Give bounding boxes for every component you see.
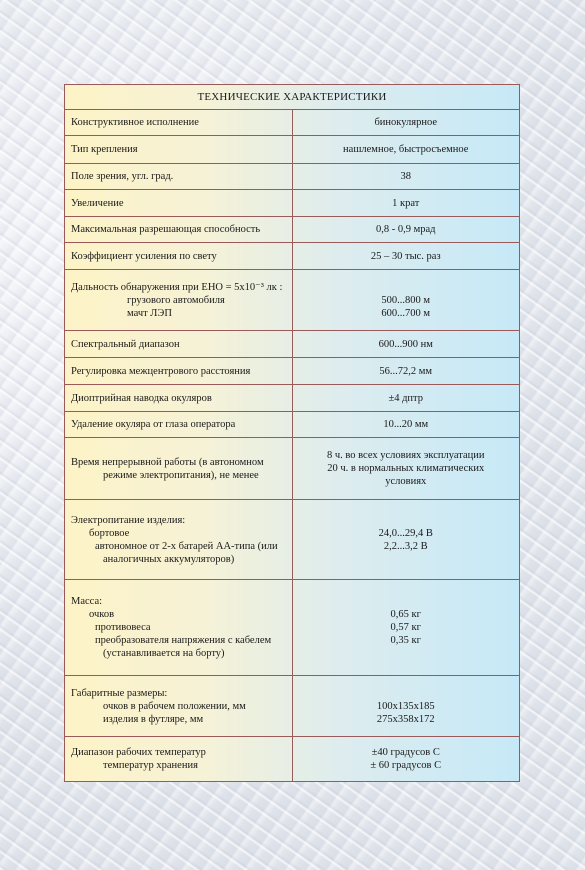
param-name-main: Масса: (71, 596, 103, 607)
param-value: 38 (292, 164, 520, 190)
table-row (65, 270, 520, 331)
param-name-main: Дальность обнаружения при ЕНО = 5x10⁻³ лк : (71, 281, 283, 293)
param-value-line: 8 ч. во всех условиях эксплуатации (326, 450, 485, 461)
param-name: Конструктивное исполнение (65, 110, 293, 136)
param-sub: автономное от 2-х батарей АА-типа (или (95, 540, 278, 552)
param-name: Коэффициент усиления по свету (65, 243, 293, 270)
param-value (292, 580, 520, 676)
param-name-main: Диапазон рабочих температур (71, 747, 206, 758)
table-row (65, 438, 520, 500)
param-name (65, 270, 293, 331)
table-row (65, 190, 520, 217)
param-value: 600...900 нм (292, 331, 520, 358)
param-name: Увеличение (65, 190, 293, 217)
param-value (292, 500, 520, 580)
param-sub: преобразователя напряжения с кабелем (95, 635, 272, 646)
param-sub: температур хранения (103, 760, 198, 771)
table-row (65, 580, 520, 676)
table-row (65, 217, 520, 243)
table-row (65, 676, 520, 737)
param-sub: (устанавливается на борту) (103, 648, 225, 659)
spec-table (64, 84, 520, 782)
param-value-line: 500...800 м (381, 294, 431, 306)
param-value-line: 20 ч. в нормальных климатических (327, 463, 485, 474)
param-sub: грузового автомобиля (127, 294, 225, 306)
param-name-cont: режиме электропитания), не менее (103, 469, 259, 481)
param-value (292, 270, 520, 331)
param-value-line: ± 60 градусов С (370, 760, 442, 771)
param-sub: изделия в футляре, мм (103, 713, 204, 725)
param-name: Удаление окуляра от глаза оператора (65, 412, 293, 438)
param-value: 0,8 - 0,9 мрад (292, 217, 520, 243)
param-value: ±4 дптр (292, 385, 520, 412)
param-value: 56...72,2 мм (292, 358, 520, 385)
param-sub: очков в рабочем положении, мм (103, 700, 246, 712)
param-value-line: 0,57 кг (390, 622, 421, 633)
table-row (65, 164, 520, 190)
table-row (65, 412, 520, 438)
param-name (65, 580, 293, 676)
table-row (65, 243, 520, 270)
param-name (65, 676, 293, 737)
table-row (65, 136, 520, 164)
param-name: Тип крепления (65, 136, 293, 164)
param-name (65, 438, 293, 500)
param-value-line: 24,0...29,4 В (378, 527, 433, 539)
param-sub: аналогичных аккумуляторов) (103, 553, 235, 565)
param-value-line: 275x358x172 (376, 713, 435, 725)
table-row (65, 110, 520, 136)
param-sub: бортовое (89, 527, 130, 539)
param-name-main: Габаритные размеры: (71, 687, 168, 699)
param-value (292, 737, 520, 782)
param-value-line: 2,2...3,2 В (383, 540, 428, 552)
param-name: Максимальная разрешающая способность (65, 217, 293, 243)
param-name (65, 500, 293, 580)
table-row (65, 385, 520, 412)
param-name (65, 737, 293, 782)
param-value-line: 0,35 кг (390, 635, 421, 646)
table-row (65, 331, 520, 358)
param-value: бинокулярное (292, 110, 520, 136)
param-value-line: 100x135x185 (376, 700, 435, 712)
table-row (65, 358, 520, 385)
param-value: 1 крат (292, 190, 520, 217)
param-name: Спектральный диапазон (65, 331, 293, 358)
param-value: нашлемное, быстросъемное (292, 136, 520, 164)
param-sub: противовеса (95, 622, 151, 633)
param-value (292, 438, 520, 500)
table-title-row (65, 85, 520, 110)
param-name: Диоптрийная наводка окуляров (65, 385, 293, 412)
param-value: 10...20 мм (292, 412, 520, 438)
param-value-line: 0,65 кг (390, 609, 421, 620)
param-sub: очков (89, 609, 115, 620)
param-name-main: Время непрерывной работы (в автономном (71, 456, 264, 468)
param-name-main: Электропитание изделия: (71, 514, 186, 526)
table-row (65, 737, 520, 782)
param-value-line: условиях (385, 476, 427, 487)
param-value-line: 600...700 м (381, 307, 431, 319)
param-name: Регулировка межцентрового расстояния (65, 358, 293, 385)
param-value-line: ±40 градусов С (371, 747, 440, 758)
param-sub: мачт ЛЭП (127, 307, 172, 319)
param-name: Поле зрения, угл. град. (65, 164, 293, 190)
table-title: ТЕХНИЧЕСКИЕ ХАРАКТЕРИСТИКИ (65, 85, 520, 110)
table-row (65, 500, 520, 580)
param-value (292, 676, 520, 737)
param-value: 25 – 30 тыс. раз (292, 243, 520, 270)
